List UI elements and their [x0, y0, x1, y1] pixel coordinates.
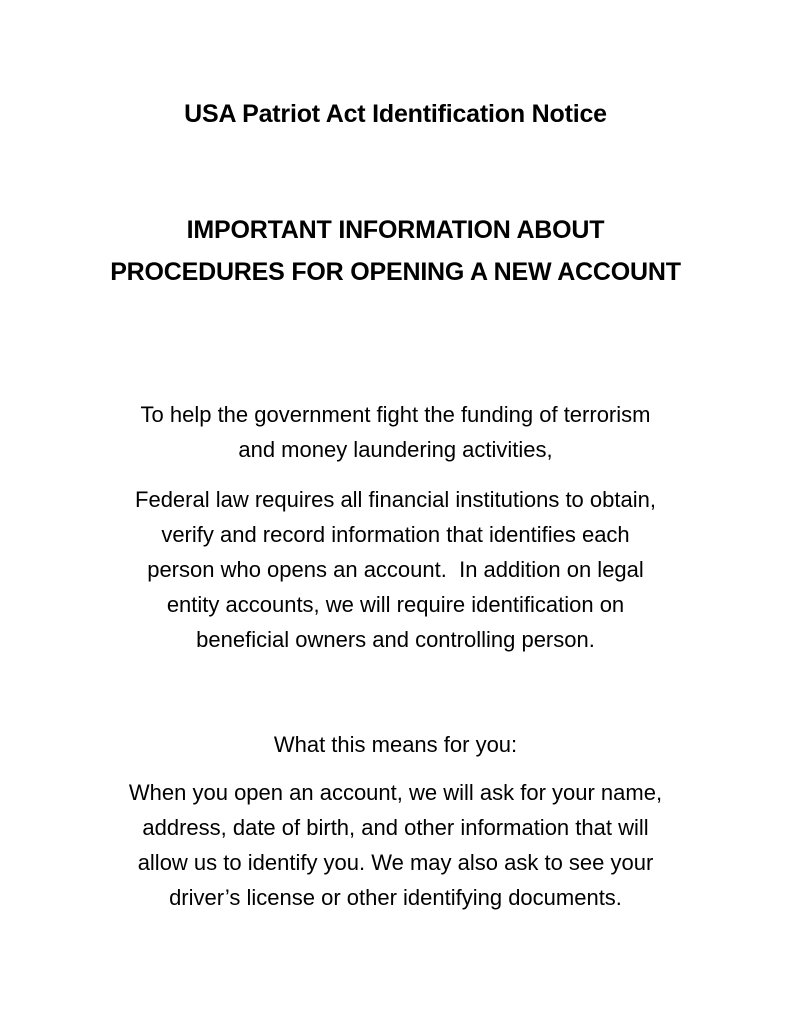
notice-subtitle [0, 209, 791, 293]
requirement-line: Federal law requires all financial institutions to obtain, [135, 487, 656, 512]
means-line: address, date of birth, and other information that will [142, 815, 649, 840]
subtitle-line: PROCEDURES FOR OPENING A NEW ACCOUNT [110, 258, 681, 286]
means-line: allow us to identify you. We may also ask to see your [137, 850, 654, 875]
requirement-line: verify and record information that identifies each [161, 522, 630, 547]
requirement-line: entity accounts, we will require identification on [166, 592, 625, 617]
means-paragraph [0, 775, 791, 915]
requirement-line: person who opens an account. In addition on legal [147, 557, 644, 582]
intro-paragraph [0, 397, 791, 467]
means-line: driver’s license or other identifying documents. [169, 885, 622, 910]
means-line: When you open an account, we will ask for your name, [128, 780, 663, 805]
means-heading: What this means for you: [273, 732, 518, 757]
notice-title: USA Patriot Act Identification Notice [184, 100, 607, 128]
intro-line: and money laundering activities, [238, 437, 553, 462]
requirement-line: beneficial owners and controlling person. [196, 627, 595, 652]
intro-line: To help the government fight the funding of terrorism [140, 402, 651, 427]
subtitle-line: IMPORTANT INFORMATION ABOUT [186, 216, 605, 244]
requirement-paragraph [0, 482, 791, 657]
